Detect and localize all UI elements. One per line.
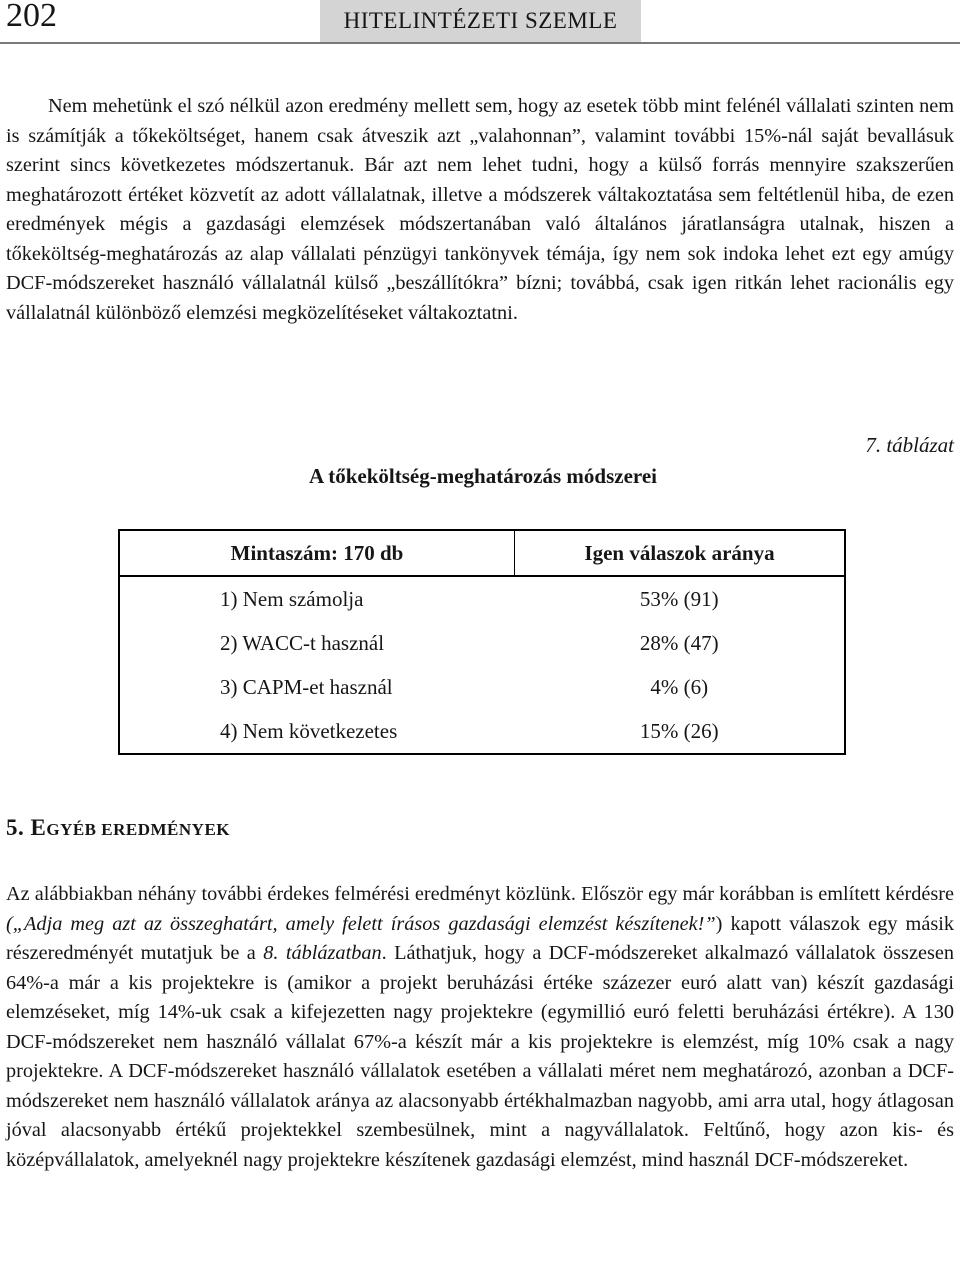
journal-title: HITELINTÉZETI SZEMLE [320, 0, 641, 42]
table-label: 7. táblázat [865, 433, 954, 457]
header-sample-size: Mintaszám: 170 db [119, 530, 515, 576]
section-heading-rest: GYÉB EREDMÉNYEK [46, 820, 231, 839]
table-row [119, 709, 845, 754]
method-value: 4% (6) [650, 674, 709, 699]
methods-table [118, 529, 846, 755]
method-label: 1) Nem számolja [220, 586, 364, 611]
header-rule [0, 42, 960, 44]
method-value: 53% (91) [639, 586, 719, 611]
section-heading-initial: E [30, 815, 47, 840]
method-label: 2) WACC-t használ [220, 630, 385, 655]
section-number: 5. [6, 815, 25, 840]
body-paragraph-1: Nem mehetünk el szó nélkül azon eredmény mellett sem, hogy az esetek több mint felénél vállalati szinten nem is számítják a tőkeköltséget, hanem csak átveszik azt „valahonnan”, valamint további 15%-nál saját bevallásuk szerint sincs következetes módszertanuk. Bár azt nem lehet tudni, hogy a külső forrás mennyire szakszerűen meghatározott értéket közvetít az adott vállalatnak, illetve a módszerek váltakoztatása sem feltétlenül hiba, de ezen eredmények mégis a gazdasági elemzések módszertanában való általános járatlanságra utalnak, hiszen a tőkeköltség-meghatározás az alap vállalati pénzügyi tankönyvek témája, így nem sok indoka lehet ezt egy amúgy DCF-módszereket használó vállalatnál külső „beszállítókra” bízni; továbbá, csak igen ritkán lehet racionális egy vállalatnál különböző elemzési megközelítéseket váltakoztatni. [6, 95, 954, 324]
page-number: 202 [6, 0, 57, 34]
paragraph2-part2: ) kapott válaszok egy másik részeredményét mutatjuk be a [6, 912, 954, 964]
method-label: 3) CAPM-et használ [220, 674, 393, 699]
section-heading [6, 815, 230, 841]
method-value: 15% (26) [639, 718, 719, 743]
table-header-row [119, 530, 845, 576]
survey-question: („Adja meg azt az összeghatárt, amely felett írásos gazdasági elemzést készítenek!” [6, 912, 716, 935]
table-reference: 8. táblázatban [263, 942, 382, 964]
body-paragraph-2 [6, 880, 954, 1175]
table-title: A tőkeköltség-meghatározás módszerei [309, 464, 657, 488]
table-row [119, 665, 845, 709]
paragraph2-part3: . Láthatjuk, hogy a DCF-módszereket alkalmazó vállalatok összesen 64%-a már a kis projektekre is (amikor a projekt beruházási értéke százezer euró alatt van) készít gazdasági elemzéseket, míg 14%-uk csak a kifejezetten nagy projektekre (egymillió euró feletti beruházási értékre). A 130 DCF-módszereket nem használó vállalat 67%-a készít már a kis projektekre is elemzést, míg 10% csak a nagy projektekre. A DCF-módszereket használó vállalatok esetében a vállalati méret nem meghatározó, azonban a DCF-módszereket nem használó vállalatok aránya az alacsonyabb értékhalmazban nagyobb, ami arra utal, hogy átlagosan jóval alacsonyabb értékű projektekkel szembesülnek, mint a nagyvállalatok. Feltűnő, hogy azon kis- és középvállalatok, amelyeknél nagy projektekre készítenek gazdasági elemzést, mind használ DCF-módszereket. [6, 942, 954, 1171]
method-value: 28% (47) [639, 630, 719, 655]
paragraph2-part1: Az alábbiakban néhány további érdekes felmérési eredményt közlünk. Először egy már korábban is említett kérdésre [6, 883, 954, 905]
table-row [119, 576, 845, 621]
header-yes-ratio: Igen válaszok aránya [515, 530, 846, 576]
method-label: 4) Nem következetes [220, 718, 398, 743]
table-row [119, 621, 845, 665]
